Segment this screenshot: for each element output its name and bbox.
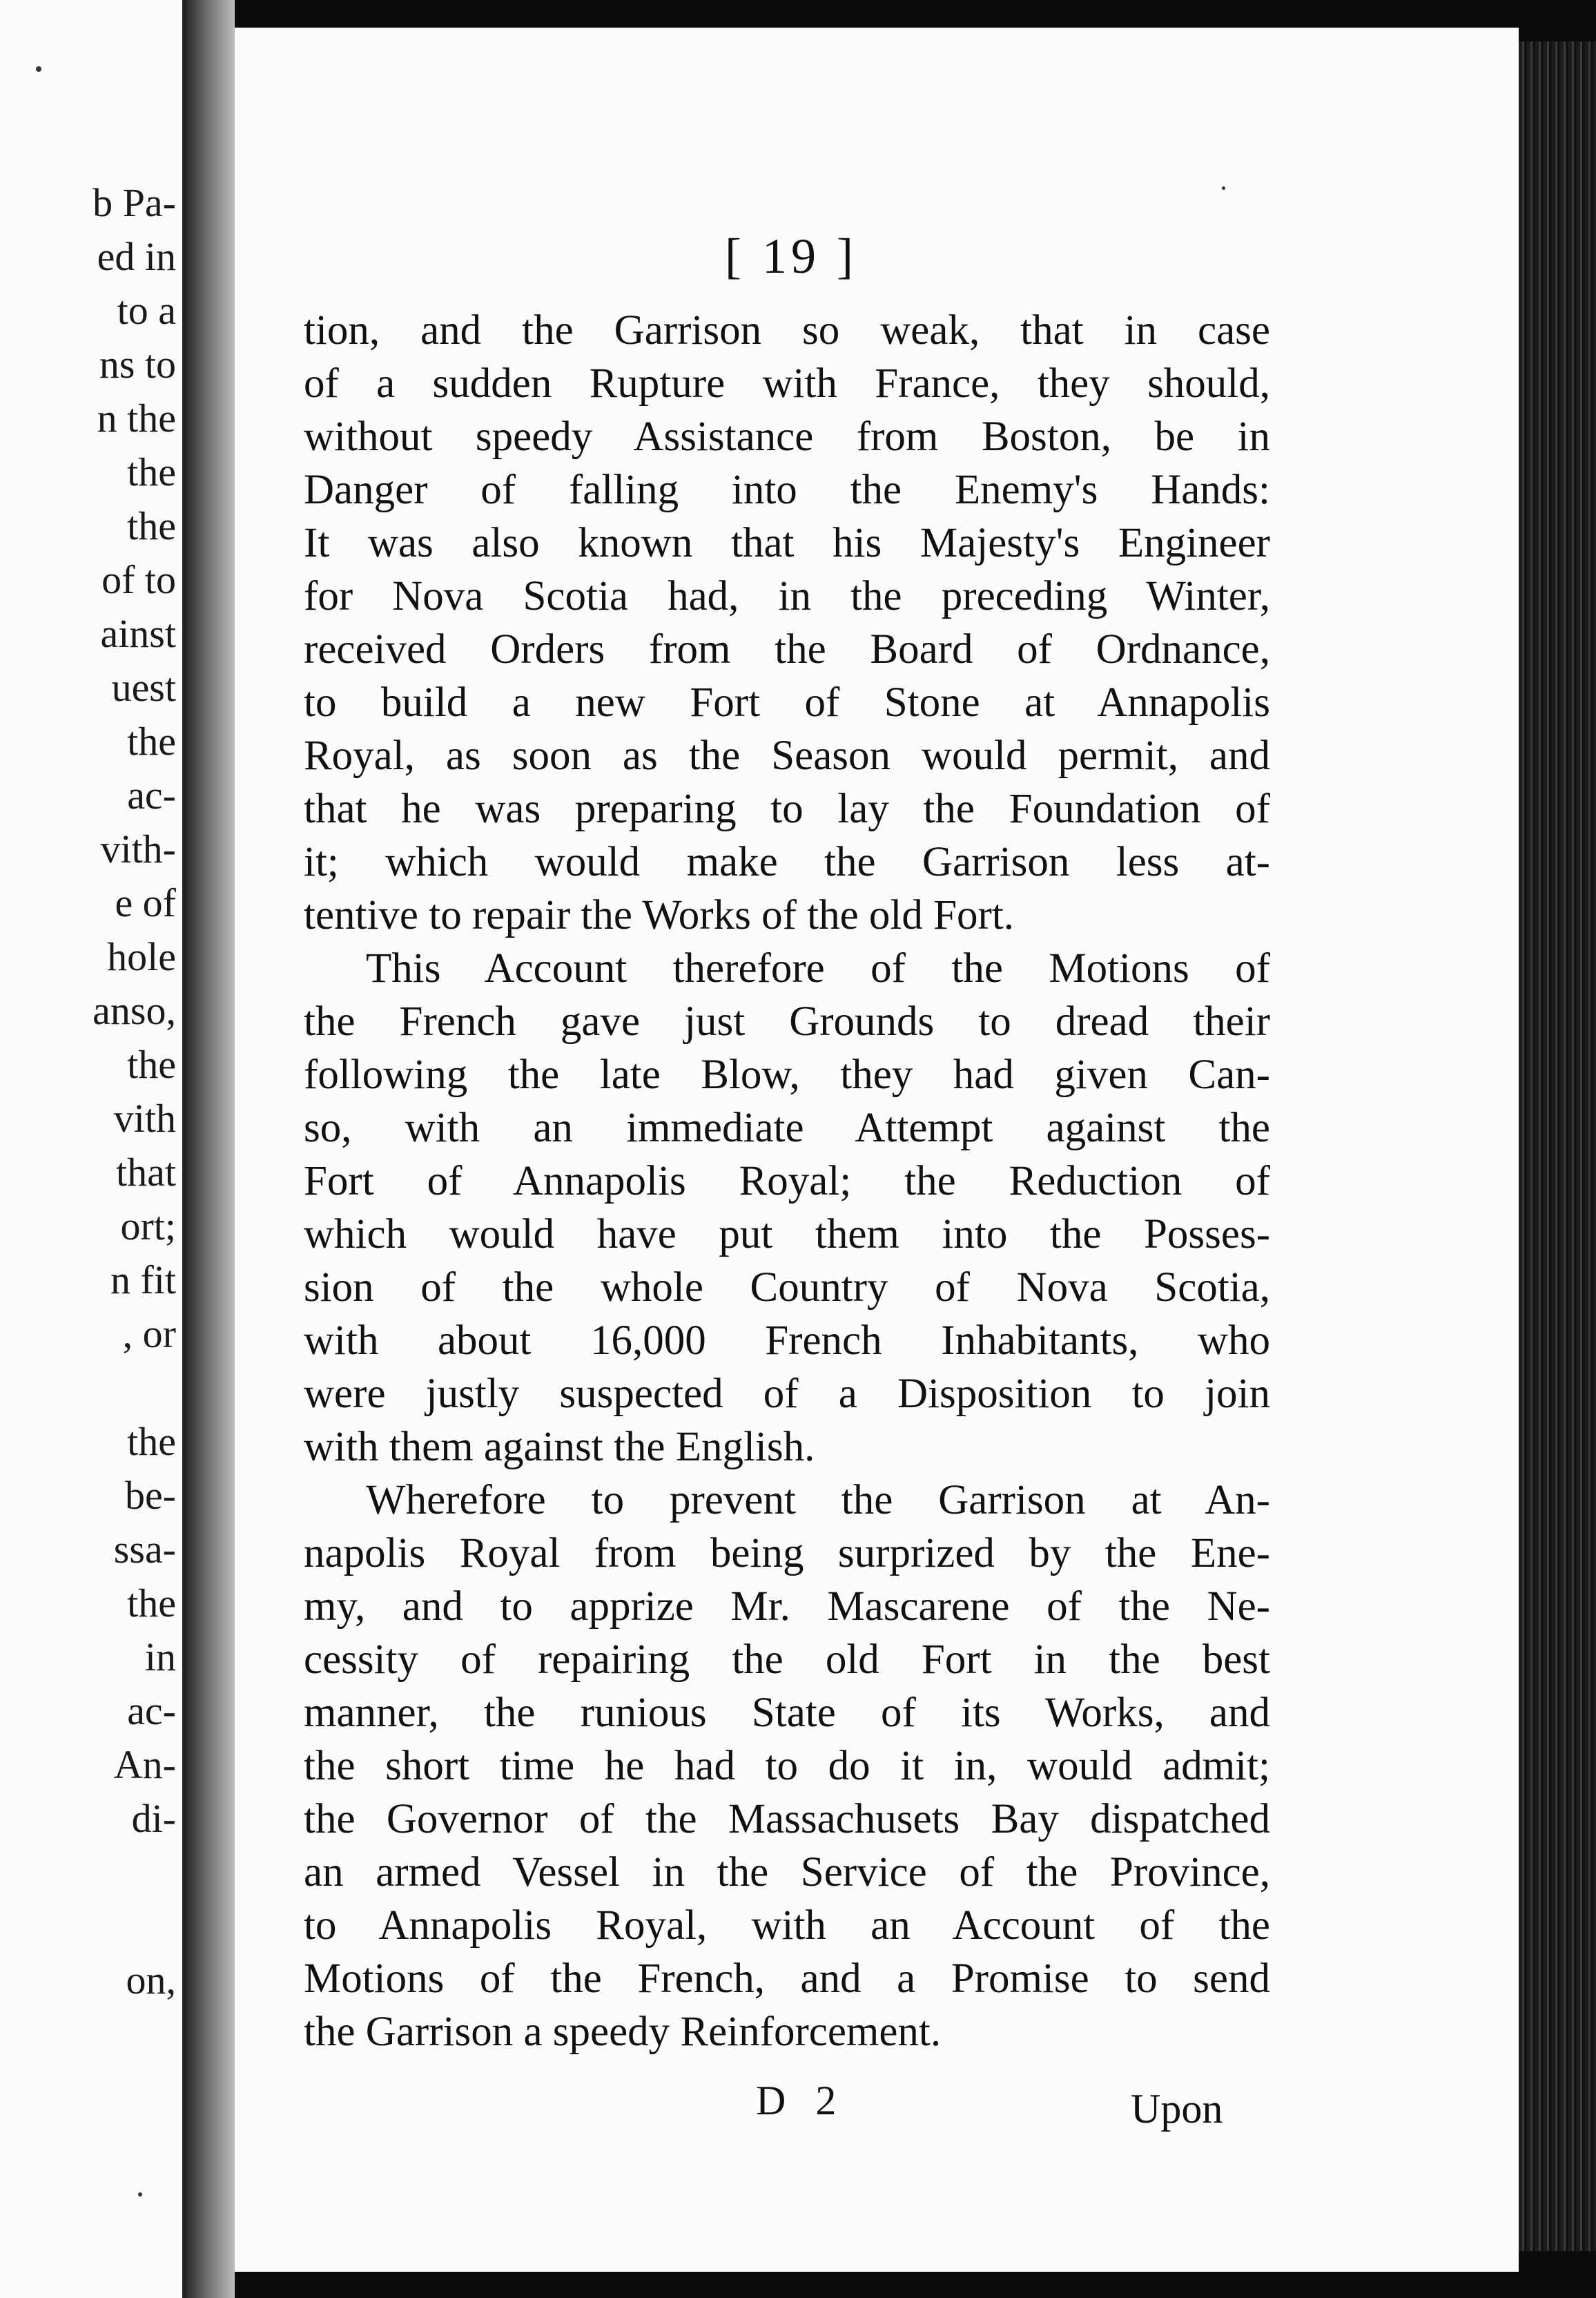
left-page-line: ac- [127, 773, 176, 818]
text-line: it; which would make the Garrison less at- [304, 839, 1270, 885]
text-line: the Governor of the Massachusets Bay dispatched [304, 1796, 1270, 1842]
left-page-line: , or [122, 1311, 176, 1356]
printer-signature: D 2 [756, 2078, 846, 2123]
text-line: my, and to apprize Mr. Mascarene of the Ne- [304, 1583, 1270, 1630]
left-page-line: An- [113, 1742, 176, 1787]
text-line: Royal, as soon as the Season would permit, and [304, 733, 1270, 779]
left-page-line: ort; [120, 1204, 176, 1248]
text-line: so, with an immediate Attempt against the [304, 1105, 1270, 1151]
text-line: without speedy Assistance from Boston, be in [304, 414, 1270, 460]
book-gutter [186, 0, 235, 2298]
ink-speck [138, 2192, 142, 2196]
text-line: napolis Royal from being surprized by the Ene- [304, 1530, 1270, 1576]
text-line: It was also known that his Majesty's Engineer [304, 520, 1270, 566]
left-page-line: anso, [93, 988, 176, 1033]
left-page-line: di- [131, 1796, 176, 1841]
text-line: cessity of repairing the old Fort in the best [304, 1636, 1270, 1683]
left-page-line [0, 1846, 176, 1900]
text-line: following the late Blow, they had given Can- [304, 1052, 1270, 1098]
text-line: manner, the runious State of its Works, and [304, 1690, 1270, 1736]
left-page-line: ed in [97, 234, 176, 279]
text-line: to Annapolis Royal, with an Account of the [304, 1902, 1270, 1949]
text-line: to build a new Fort of Stone at Annapolis [304, 679, 1270, 726]
text-line: for Nova Scotia had, in the preceding Winter, [304, 573, 1270, 619]
left-page-line: ac- [127, 1688, 176, 1733]
text-line: which would have put them into the Posses- [304, 1211, 1270, 1257]
left-page-line: ainst [100, 611, 176, 656]
left-page-line: the [127, 1581, 176, 1625]
text-line: of a sudden Rupture with France, they should, [304, 360, 1270, 407]
text-line: sion of the whole Country of Nova Scotia, [304, 1264, 1270, 1311]
text-line: were justly suspected of a Disposition to join [304, 1371, 1270, 1417]
left-page-line: b Pa- [93, 180, 176, 225]
text-line: received Orders from the Board of Ordnance, [304, 626, 1270, 673]
text-line: Fort of Annapolis Royal; the Reduction of [304, 1158, 1270, 1204]
catchword: Upon [1131, 2086, 1223, 2132]
left-page-line [0, 1900, 176, 1953]
left-page-line [0, 1361, 176, 1415]
page-edges [1519, 41, 1596, 2251]
ink-speck [36, 66, 41, 72]
left-page-line: the [127, 503, 176, 548]
left-page-line: to a [117, 288, 176, 333]
text-line: the French gave just Grounds to dread their [304, 998, 1270, 1045]
left-page-line: be- [124, 1473, 176, 1518]
text-line: tion, and the Garrison so weak, that in case [304, 307, 1270, 354]
left-page-line: the [127, 450, 176, 494]
text-line: an armed Vessel in the Service of the Province, [304, 1849, 1270, 1895]
left-page-text [0, 176, 176, 2007]
text-line: that he was preparing to lay the Foundation of [304, 786, 1270, 832]
text-line: with about 16,000 French Inhabitants, who [304, 1317, 1270, 1364]
left-page-line: ssa- [113, 1527, 176, 1572]
left-page-line: the [127, 719, 176, 764]
left-page-line: ns to [99, 342, 176, 387]
left-page-fragment [0, 0, 186, 2298]
text-line: Motions of the French, and a Promise to send [304, 1956, 1270, 2002]
ink-speck [1222, 186, 1225, 190]
text-line: Danger of falling into the Enemy's Hands: [304, 467, 1270, 513]
text-line: with them against the English. [304, 1424, 815, 1470]
left-page-line: e of [115, 880, 176, 925]
left-page-line: vith- [100, 827, 176, 871]
text-line: the short time he had to do it in, would admit; [304, 1743, 1270, 1789]
left-page-line: hole [107, 934, 176, 979]
text-line: Wherefore to prevent the Garrison at An- [366, 1477, 1270, 1523]
left-page-line: uest [111, 665, 176, 710]
page-number: [ 19 ] [725, 229, 857, 284]
text-line: the Garrison a speedy Reinforcement. [304, 2009, 942, 2055]
left-page-line: n fit [110, 1257, 176, 1302]
left-page-line: that [116, 1150, 176, 1195]
left-page-line: of to [101, 557, 176, 602]
text-line: This Account therefore of the Motions of [366, 945, 1270, 992]
text-line: tentive to repair the Works of the old Fort. [304, 892, 1015, 938]
body-text [304, 304, 1270, 2058]
left-page-line: the [127, 1419, 176, 1464]
left-page-line: the [127, 1042, 176, 1087]
left-page-line: vith [113, 1096, 176, 1141]
left-page-line: on, [126, 1958, 176, 2002]
left-page-line: in [144, 1634, 176, 1679]
left-page-line: n the [97, 396, 176, 441]
